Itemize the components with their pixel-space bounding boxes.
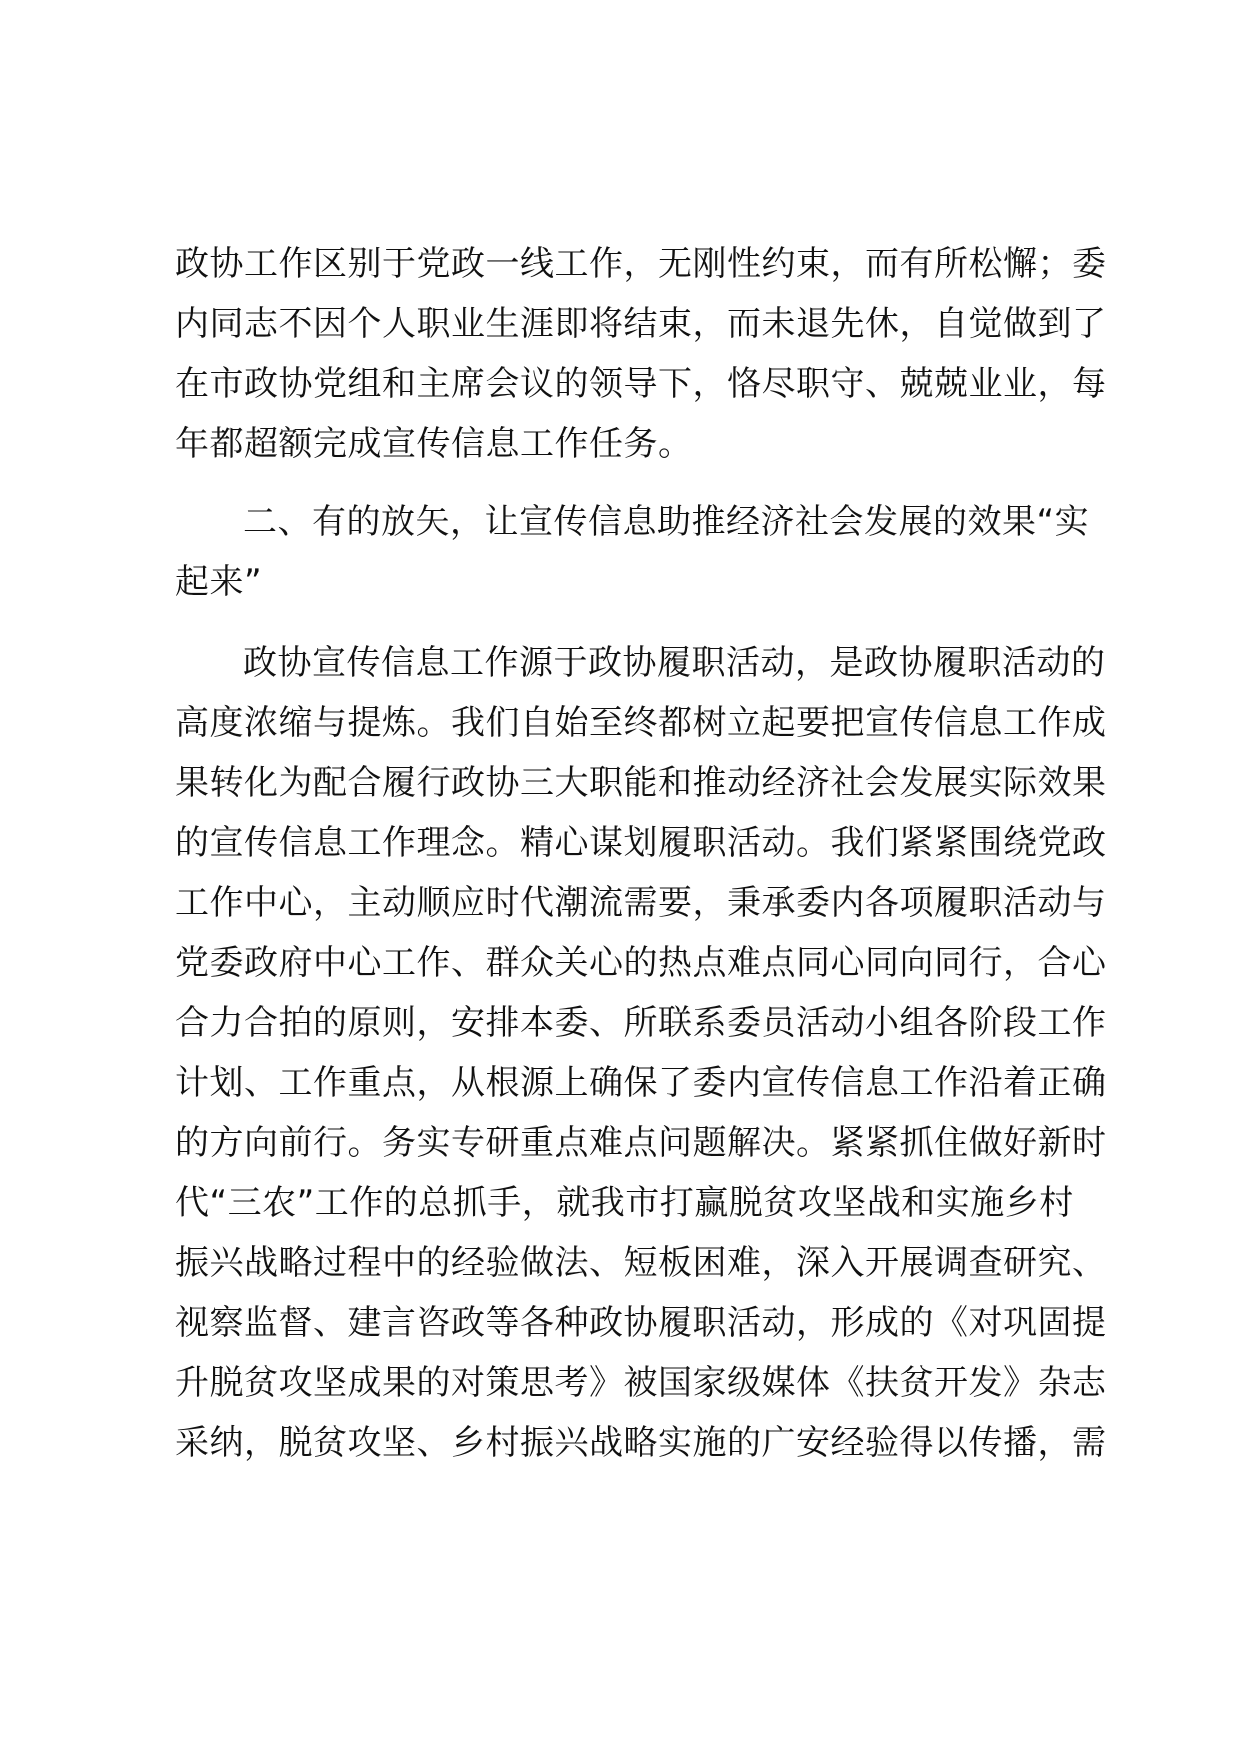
- paragraph-line: 合力合拍的原则，安排本委、所联系委员活动小组各阶段工作: [175, 1003, 1107, 1043]
- paragraph-line: 高度浓缩与提炼。我们自始至终都树立起要把宣传信息工作成: [175, 703, 1107, 743]
- paragraph-2: [175, 633, 1107, 1473]
- paragraph-line: 视察监督、建言咨政等各种政协履职活动，形成的《对巩固提: [175, 1303, 1107, 1343]
- paragraph-line: 在市政协党组和主席会议的领导下，恪尽职守、兢兢业业，每: [175, 364, 1107, 404]
- paragraph-line: 的方向前行。务实专研重点难点问题解决。紧紧抓住做好新时: [175, 1123, 1107, 1163]
- paragraph-line: 代“三农”工作的总抓手，就我市打赢脱贫攻坚战和实施乡村: [175, 1183, 1074, 1223]
- paragraph-line: 计划、工作重点，从根源上确保了委内宣传信息工作沿着正确: [175, 1063, 1107, 1103]
- heading-line: 起来”: [175, 562, 263, 602]
- paragraph-line: 内同志不因个人职业生涯即将结束，而未退先休，自觉做到了: [175, 304, 1107, 344]
- paragraph-line: 工作中心，主动顺应时代潮流需要，秉承委内各项履职活动与: [175, 883, 1107, 923]
- paragraph-line: 采纳，脱贫攻坚、乡村振兴战略实施的广安经验得以传播，需: [175, 1423, 1107, 1463]
- paragraph-line: 政协宣传信息工作源于政协履职活动，是政协履职活动的: [243, 643, 1106, 683]
- paragraph-line: 果转化为配合履行政协三大职能和推动经济社会发展实际效果: [175, 763, 1107, 803]
- paragraph-line: 党委政府中心工作、群众关心的热点难点同心同向同行，合心: [175, 943, 1107, 983]
- paragraph-1: [175, 234, 1107, 474]
- section-heading-2: [175, 492, 1090, 612]
- paragraph-line: 振兴战略过程中的经验做法、短板困难，深入开展调查研究、: [175, 1243, 1107, 1283]
- paragraph-line: 的宣传信息工作理念。精心谋划履职活动。我们紧紧围绕党政: [175, 823, 1107, 863]
- paragraph-line: 政协工作区别于党政一线工作，无刚性约束，而有所松懈；委: [175, 244, 1107, 284]
- heading-line: 二、有的放矢，让宣传信息助推经济社会发展的效果“实: [243, 502, 1090, 542]
- paragraph-line: 年都超额完成宣传信息工作任务。: [175, 424, 693, 464]
- paragraph-line: 升脱贫攻坚成果的对策思考》被国家级媒体《扶贫开发》杂志: [175, 1363, 1107, 1403]
